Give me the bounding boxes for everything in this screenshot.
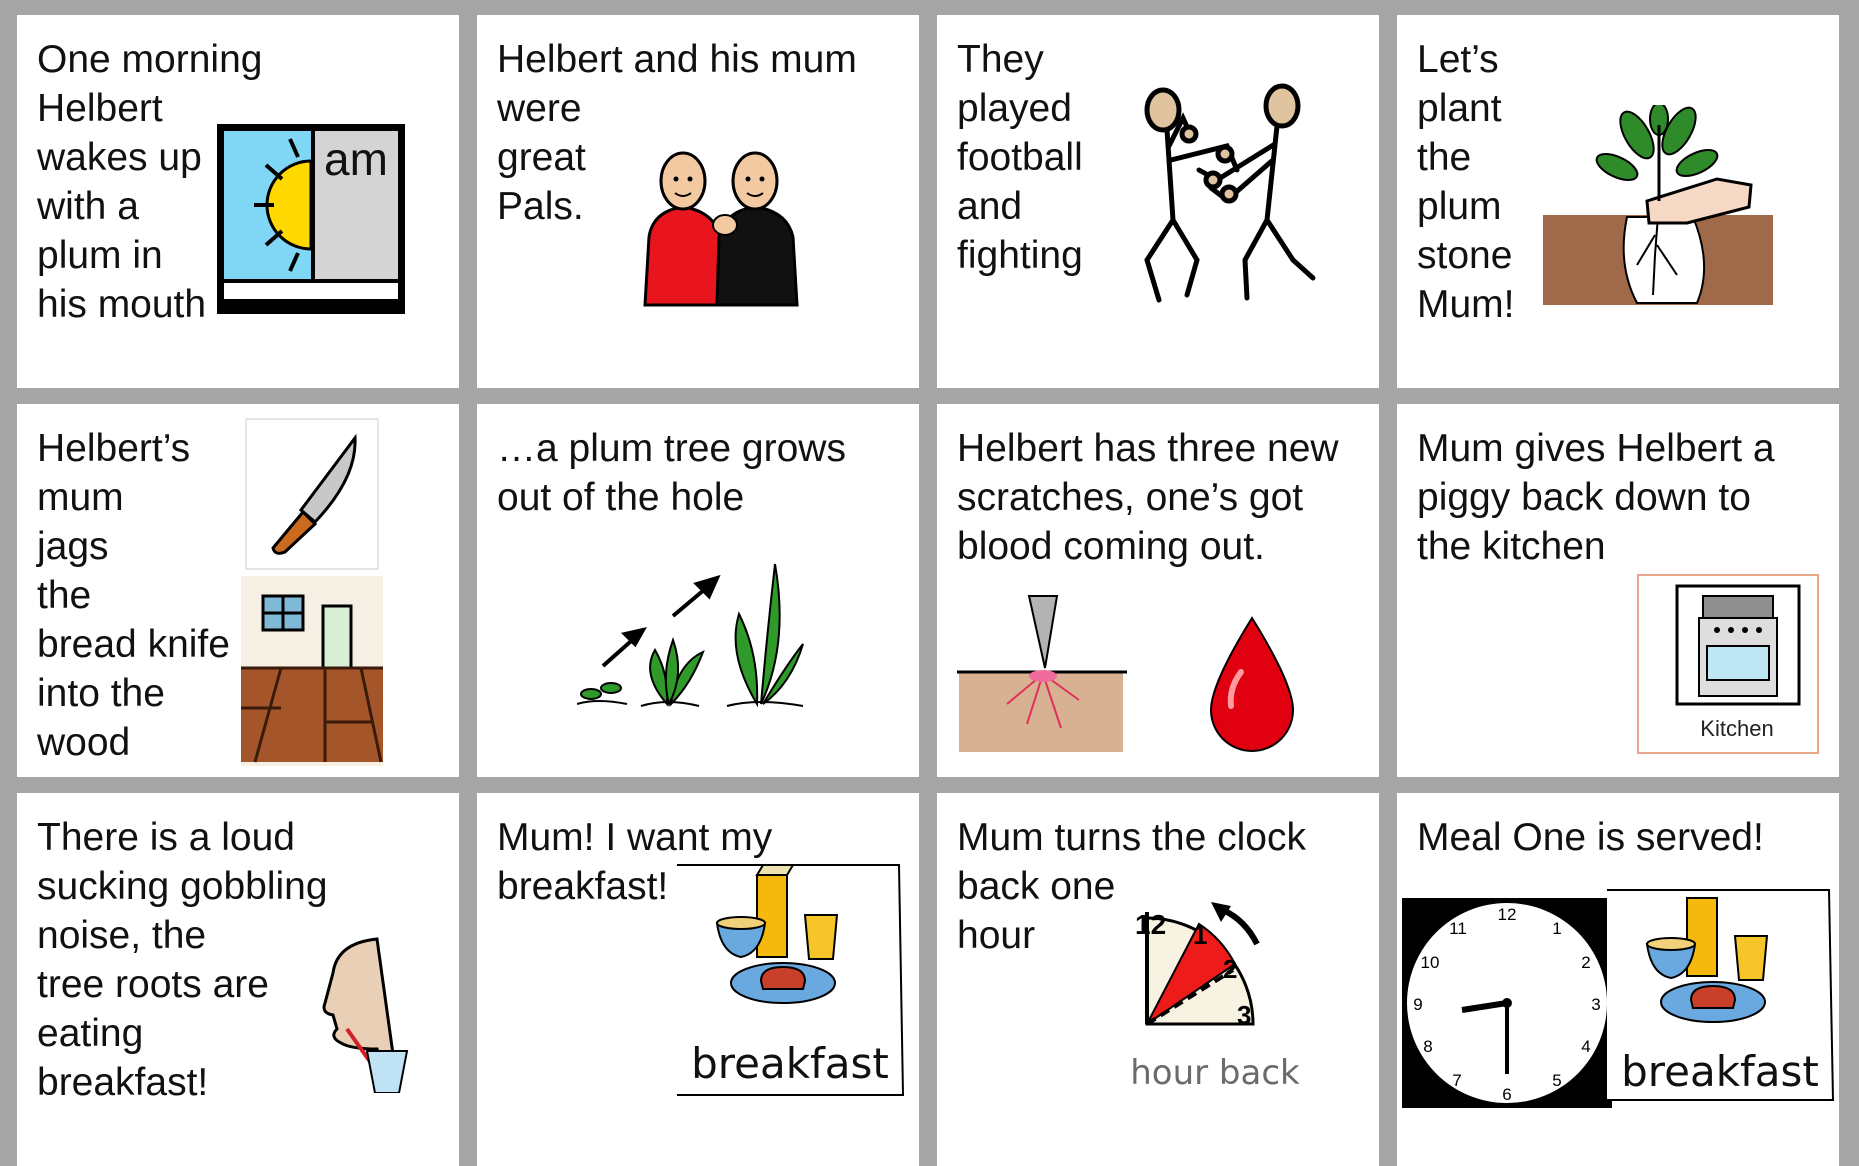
- svg-text:11: 11: [1449, 919, 1467, 938]
- svg-text:4: 4: [1581, 1037, 1591, 1056]
- panel-text: Mum turns the clock back one hour: [957, 816, 1306, 957]
- svg-text:5: 5: [1552, 1071, 1562, 1090]
- panel-text: Mum! I want my breakfast!: [497, 816, 773, 908]
- story-panel-12: [1397, 793, 1839, 1166]
- svg-text:2: 2: [1223, 954, 1238, 984]
- story-grid: [17, 15, 1854, 1142]
- sunrise-am-icon: [214, 121, 408, 317]
- story-panel-1: [17, 15, 459, 388]
- panel-text: Let’s plant the plum stone Mum!: [1417, 38, 1515, 326]
- hour-back-label: hour back: [1130, 1053, 1300, 1093]
- panel-text: Helbert has three new scratches, one’s got blood coming out.: [957, 427, 1339, 568]
- svg-text:3: 3: [1591, 995, 1601, 1014]
- svg-text:8: 8: [1423, 1037, 1433, 1056]
- svg-text:7: 7: [1452, 1071, 1462, 1090]
- panel-text: They played football and fighting: [957, 38, 1083, 277]
- svg-text:1: 1: [1552, 919, 1562, 938]
- svg-text:6: 6: [1502, 1085, 1512, 1104]
- story-panel-2: [477, 15, 919, 388]
- svg-text:1: 1: [1193, 920, 1208, 950]
- story-panel-11: [937, 793, 1379, 1166]
- panel-text: Helbert and his mum were great Pals.: [497, 38, 857, 228]
- breakfast-label: breakfast: [1621, 1047, 1819, 1096]
- kitchen-label: Kitchen: [1700, 716, 1774, 741]
- breakfast-label: breakfast: [691, 1039, 889, 1088]
- svg-text:3: 3: [1237, 1000, 1252, 1030]
- svg-text:10: 10: [1420, 953, 1440, 972]
- svg-text:12: 12: [1135, 909, 1167, 940]
- knife-icon: [245, 418, 379, 570]
- breakfast-icon: [1607, 888, 1837, 1103]
- two-friends-icon: [637, 147, 807, 307]
- story-panel-6: [477, 404, 919, 777]
- drinking-straw-icon: [307, 933, 417, 1093]
- panel-text: …a plum tree grows out of the hole: [497, 427, 846, 519]
- breakfast-icon: [677, 863, 907, 1098]
- story-panel-10: [477, 793, 919, 1166]
- story-panel-8: [1397, 404, 1839, 777]
- panel-text: Helbert’s mum jags the bread knife into the wood: [37, 427, 230, 764]
- svg-text:2: 2: [1581, 953, 1591, 972]
- hour-back-clock-icon: [1127, 898, 1317, 1098]
- am-label: am: [324, 133, 388, 185]
- panel-text: Mum gives Helbert a piggy back down to the kitchen: [1417, 427, 1775, 568]
- panel-text: There is a loud sucking gobbling noise, the tree roots are eating breakfast!: [37, 816, 328, 1104]
- clock-icon: [1402, 898, 1612, 1108]
- kitchen-cooker-icon: [1637, 574, 1819, 754]
- wooden-floor-room-icon: [241, 576, 383, 766]
- growing-plant-icon: [577, 554, 807, 714]
- story-panel-7: [937, 404, 1379, 777]
- panel-text: One morning Helbert wakes up with a plum in his mouth: [37, 38, 263, 326]
- scratch-icon: [957, 594, 1127, 754]
- planting-hand-icon: [1537, 105, 1777, 310]
- svg-text:9: 9: [1413, 995, 1423, 1014]
- story-panel-4: [1397, 15, 1839, 388]
- story-panel-3: [937, 15, 1379, 388]
- story-panel-5: [17, 404, 459, 777]
- story-panel-9: [17, 793, 459, 1166]
- svg-text:12: 12: [1497, 905, 1517, 924]
- fighting-figures-icon: [1117, 70, 1327, 310]
- blood-drop-icon: [1207, 614, 1297, 754]
- panel-text: Meal One is served!: [1417, 816, 1764, 859]
